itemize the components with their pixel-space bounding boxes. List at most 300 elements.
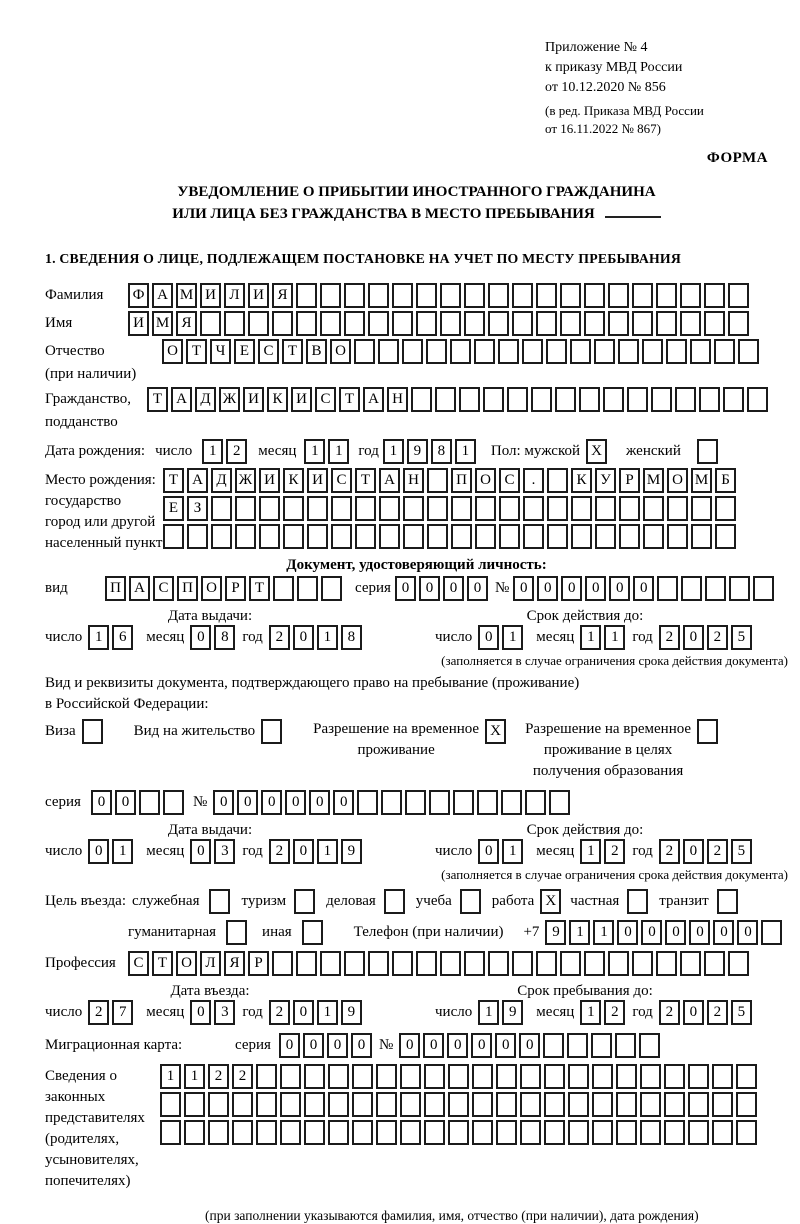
char-cell[interactable]: 0 — [419, 576, 440, 601]
char-cell[interactable]: 9 — [407, 439, 428, 464]
char-cell[interactable]: Ж — [235, 468, 256, 493]
char-cell[interactable]: 0 — [293, 625, 314, 650]
char-cell[interactable]: П — [105, 576, 126, 601]
char-cell[interactable] — [304, 1092, 325, 1117]
char-cell[interactable]: 0 — [585, 576, 606, 601]
char-cell[interactable]: И — [128, 311, 149, 336]
char-cell[interactable]: 2 — [604, 839, 625, 864]
char-cell[interactable] — [328, 1064, 349, 1089]
char-cell[interactable]: 0 — [641, 920, 662, 945]
char-cell[interactable] — [761, 920, 782, 945]
char-cell[interactable]: О — [667, 468, 688, 493]
char-cell[interactable]: 0 — [213, 790, 234, 815]
char-cell[interactable] — [592, 1064, 613, 1089]
char-cell[interactable] — [619, 524, 640, 549]
char-cell[interactable]: 5 — [731, 839, 752, 864]
char-cell[interactable] — [536, 951, 557, 976]
char-cell[interactable]: С — [499, 468, 520, 493]
char-cell[interactable] — [453, 790, 474, 815]
sex-male-checkbox[interactable]: X — [586, 439, 607, 464]
char-cell[interactable] — [328, 1092, 349, 1117]
char-cell[interactable] — [208, 1120, 229, 1145]
char-cell[interactable]: 0 — [351, 1033, 372, 1058]
char-cell[interactable] — [547, 524, 568, 549]
char-cell[interactable] — [400, 1092, 421, 1117]
char-cell[interactable]: 0 — [261, 790, 282, 815]
purpose-tourism-checkbox[interactable] — [294, 889, 315, 914]
char-cell[interactable] — [712, 1120, 733, 1145]
char-cell[interactable]: М — [643, 468, 664, 493]
char-cell[interactable]: У — [595, 468, 616, 493]
char-cell[interactable]: 0 — [633, 576, 654, 601]
char-cell[interactable]: 5 — [731, 1000, 752, 1025]
char-cell[interactable] — [680, 311, 701, 336]
char-cell[interactable] — [664, 1120, 685, 1145]
char-cell[interactable] — [160, 1120, 181, 1145]
char-cell[interactable]: П — [177, 576, 198, 601]
char-cell[interactable]: 0 — [285, 790, 306, 815]
char-cell[interactable]: 8 — [214, 625, 235, 650]
char-cell[interactable] — [632, 283, 653, 308]
char-cell[interactable]: 0 — [293, 839, 314, 864]
char-cell[interactable] — [627, 387, 648, 412]
char-cell[interactable]: С — [128, 951, 149, 976]
char-cell[interactable] — [560, 283, 581, 308]
char-cell[interactable]: 1 — [328, 439, 349, 464]
char-cell[interactable] — [608, 283, 629, 308]
char-cell[interactable] — [354, 339, 375, 364]
char-cell[interactable] — [472, 1092, 493, 1117]
char-cell[interactable] — [691, 496, 712, 521]
char-cell[interactable]: А — [379, 468, 400, 493]
char-cell[interactable] — [139, 790, 160, 815]
char-cell[interactable]: 0 — [115, 790, 136, 815]
char-cell[interactable]: Т — [355, 468, 376, 493]
char-cell[interactable] — [560, 311, 581, 336]
char-cell[interactable] — [459, 387, 480, 412]
char-cell[interactable] — [656, 951, 677, 976]
char-cell[interactable] — [472, 1064, 493, 1089]
char-cell[interactable] — [546, 339, 567, 364]
char-cell[interactable] — [699, 387, 720, 412]
char-cell[interactable] — [715, 496, 736, 521]
residence-permit-checkbox[interactable] — [261, 719, 282, 744]
char-cell[interactable] — [704, 283, 725, 308]
char-cell[interactable] — [616, 1092, 637, 1117]
char-cell[interactable]: Ч — [210, 339, 231, 364]
char-cell[interactable] — [512, 311, 533, 336]
char-cell[interactable]: 0 — [395, 576, 416, 601]
char-cell[interactable] — [328, 1120, 349, 1145]
char-cell[interactable] — [714, 339, 735, 364]
char-cell[interactable] — [296, 951, 317, 976]
char-cell[interactable] — [616, 1120, 637, 1145]
char-cell[interactable]: А — [363, 387, 384, 412]
char-cell[interactable]: С — [315, 387, 336, 412]
char-cell[interactable]: К — [283, 468, 304, 493]
char-cell[interactable]: 0 — [495, 1033, 516, 1058]
char-cell[interactable] — [568, 1064, 589, 1089]
char-cell[interactable] — [499, 524, 520, 549]
char-cell[interactable]: О — [162, 339, 183, 364]
char-cell[interactable] — [560, 951, 581, 976]
char-cell[interactable] — [283, 524, 304, 549]
char-cell[interactable] — [603, 387, 624, 412]
char-cell[interactable] — [640, 1120, 661, 1145]
char-cell[interactable]: 0 — [537, 576, 558, 601]
char-cell[interactable] — [592, 1092, 613, 1117]
char-cell[interactable]: 8 — [341, 625, 362, 650]
char-cell[interactable] — [381, 790, 402, 815]
char-cell[interactable]: 0 — [467, 576, 488, 601]
char-cell[interactable]: 9 — [545, 920, 566, 945]
char-cell[interactable] — [280, 1064, 301, 1089]
char-cell[interactable] — [571, 524, 592, 549]
char-cell[interactable] — [200, 311, 221, 336]
char-cell[interactable] — [259, 496, 280, 521]
char-cell[interactable] — [642, 339, 663, 364]
char-cell[interactable]: О — [475, 468, 496, 493]
char-cell[interactable] — [187, 524, 208, 549]
char-cell[interactable] — [568, 1120, 589, 1145]
char-cell[interactable] — [392, 283, 413, 308]
char-cell[interactable] — [690, 339, 711, 364]
char-cell[interactable] — [440, 311, 461, 336]
char-cell[interactable] — [728, 951, 749, 976]
char-cell[interactable]: 0 — [683, 839, 704, 864]
char-cell[interactable] — [307, 524, 328, 549]
char-cell[interactable]: 0 — [513, 576, 534, 601]
char-cell[interactable] — [427, 468, 448, 493]
char-cell[interactable]: Р — [619, 468, 640, 493]
char-cell[interactable] — [379, 524, 400, 549]
char-cell[interactable] — [232, 1092, 253, 1117]
char-cell[interactable] — [499, 496, 520, 521]
char-cell[interactable]: М — [691, 468, 712, 493]
char-cell[interactable] — [664, 1064, 685, 1089]
char-cell[interactable] — [618, 339, 639, 364]
char-cell[interactable] — [235, 524, 256, 549]
purpose-transit-checkbox[interactable] — [717, 889, 738, 914]
char-cell[interactable]: И — [291, 387, 312, 412]
char-cell[interactable]: И — [259, 468, 280, 493]
char-cell[interactable] — [632, 311, 653, 336]
char-cell[interactable]: И — [200, 283, 221, 308]
char-cell[interactable]: 1 — [317, 1000, 338, 1025]
char-cell[interactable]: Т — [152, 951, 173, 976]
char-cell[interactable]: 0 — [478, 625, 499, 650]
char-cell[interactable] — [595, 496, 616, 521]
char-cell[interactable] — [619, 496, 640, 521]
char-cell[interactable]: 0 — [713, 920, 734, 945]
char-cell[interactable] — [584, 283, 605, 308]
char-cell[interactable] — [705, 576, 726, 601]
visa-checkbox[interactable] — [82, 719, 103, 744]
char-cell[interactable] — [402, 339, 423, 364]
char-cell[interactable] — [688, 1120, 709, 1145]
char-cell[interactable]: 0 — [519, 1033, 540, 1058]
char-cell[interactable]: 0 — [683, 1000, 704, 1025]
char-cell[interactable] — [256, 1120, 277, 1145]
char-cell[interactable]: П — [451, 468, 472, 493]
char-cell[interactable]: 2 — [208, 1064, 229, 1089]
char-cell[interactable]: О — [176, 951, 197, 976]
char-cell[interactable]: А — [187, 468, 208, 493]
char-cell[interactable]: Н — [403, 468, 424, 493]
char-cell[interactable] — [664, 1092, 685, 1117]
char-cell[interactable] — [440, 951, 461, 976]
char-cell[interactable] — [507, 387, 528, 412]
char-cell[interactable] — [320, 951, 341, 976]
char-cell[interactable] — [753, 576, 774, 601]
char-cell[interactable] — [728, 311, 749, 336]
char-cell[interactable]: 3 — [214, 1000, 235, 1025]
char-cell[interactable] — [477, 790, 498, 815]
char-cell[interactable] — [488, 951, 509, 976]
char-cell[interactable] — [427, 496, 448, 521]
char-cell[interactable] — [688, 1064, 709, 1089]
purpose-other-checkbox[interactable] — [302, 920, 323, 945]
char-cell[interactable]: Я — [272, 283, 293, 308]
char-cell[interactable]: 2 — [659, 1000, 680, 1025]
char-cell[interactable]: 2 — [88, 1000, 109, 1025]
char-cell[interactable] — [344, 311, 365, 336]
char-cell[interactable]: С — [153, 576, 174, 601]
char-cell[interactable] — [344, 283, 365, 308]
char-cell[interactable] — [416, 283, 437, 308]
char-cell[interactable] — [429, 790, 450, 815]
char-cell[interactable] — [448, 1064, 469, 1089]
char-cell[interactable]: 2 — [659, 839, 680, 864]
char-cell[interactable] — [376, 1064, 397, 1089]
char-cell[interactable] — [632, 951, 653, 976]
char-cell[interactable] — [639, 1033, 660, 1058]
char-cell[interactable] — [344, 951, 365, 976]
char-cell[interactable]: 1 — [502, 625, 523, 650]
char-cell[interactable] — [520, 1120, 541, 1145]
char-cell[interactable]: 0 — [279, 1033, 300, 1058]
char-cell[interactable] — [483, 387, 504, 412]
char-cell[interactable] — [680, 283, 701, 308]
char-cell[interactable] — [571, 496, 592, 521]
char-cell[interactable]: 1 — [88, 625, 109, 650]
char-cell[interactable] — [259, 524, 280, 549]
char-cell[interactable] — [657, 576, 678, 601]
purpose-official-checkbox[interactable] — [209, 889, 230, 914]
char-cell[interactable] — [747, 387, 768, 412]
char-cell[interactable] — [666, 339, 687, 364]
char-cell[interactable] — [211, 496, 232, 521]
char-cell[interactable]: А — [152, 283, 173, 308]
char-cell[interactable] — [608, 951, 629, 976]
char-cell[interactable] — [211, 524, 232, 549]
char-cell[interactable] — [723, 387, 744, 412]
char-cell[interactable]: 0 — [689, 920, 710, 945]
char-cell[interactable]: К — [267, 387, 288, 412]
char-cell[interactable] — [451, 496, 472, 521]
char-cell[interactable] — [536, 311, 557, 336]
char-cell[interactable] — [656, 283, 677, 308]
char-cell[interactable]: 7 — [112, 1000, 133, 1025]
char-cell[interactable] — [163, 524, 184, 549]
char-cell[interactable] — [643, 496, 664, 521]
char-cell[interactable]: Ф — [128, 283, 149, 308]
char-cell[interactable]: 1 — [580, 839, 601, 864]
char-cell[interactable] — [376, 1120, 397, 1145]
char-cell[interactable] — [570, 339, 591, 364]
char-cell[interactable]: 2 — [269, 625, 290, 650]
char-cell[interactable] — [523, 524, 544, 549]
char-cell[interactable] — [729, 576, 750, 601]
char-cell[interactable]: 0 — [303, 1033, 324, 1058]
char-cell[interactable] — [464, 951, 485, 976]
char-cell[interactable]: 0 — [399, 1033, 420, 1058]
char-cell[interactable] — [321, 576, 342, 601]
char-cell[interactable]: 0 — [443, 576, 464, 601]
char-cell[interactable] — [640, 1064, 661, 1089]
char-cell[interactable]: 2 — [269, 839, 290, 864]
char-cell[interactable]: М — [176, 283, 197, 308]
char-cell[interactable]: 0 — [190, 1000, 211, 1025]
char-cell[interactable]: 1 — [502, 839, 523, 864]
char-cell[interactable] — [536, 283, 557, 308]
purpose-business-checkbox[interactable] — [384, 889, 405, 914]
char-cell[interactable] — [256, 1092, 277, 1117]
char-cell[interactable] — [656, 311, 677, 336]
char-cell[interactable] — [368, 951, 389, 976]
char-cell[interactable] — [464, 283, 485, 308]
char-cell[interactable] — [555, 387, 576, 412]
char-cell[interactable] — [451, 524, 472, 549]
char-cell[interactable] — [184, 1092, 205, 1117]
char-cell[interactable]: 2 — [604, 1000, 625, 1025]
char-cell[interactable]: Б — [715, 468, 736, 493]
char-cell[interactable]: 0 — [327, 1033, 348, 1058]
char-cell[interactable] — [355, 496, 376, 521]
char-cell[interactable]: 2 — [659, 625, 680, 650]
char-cell[interactable] — [392, 951, 413, 976]
char-cell[interactable]: 1 — [580, 1000, 601, 1025]
char-cell[interactable] — [520, 1092, 541, 1117]
char-cell[interactable]: 0 — [561, 576, 582, 601]
char-cell[interactable] — [357, 790, 378, 815]
char-cell[interactable]: 0 — [617, 920, 638, 945]
char-cell[interactable] — [379, 496, 400, 521]
char-cell[interactable] — [450, 339, 471, 364]
char-cell[interactable] — [273, 576, 294, 601]
char-cell[interactable] — [525, 790, 546, 815]
char-cell[interactable]: 1 — [112, 839, 133, 864]
char-cell[interactable] — [681, 576, 702, 601]
char-cell[interactable]: Т — [163, 468, 184, 493]
char-cell[interactable]: 0 — [333, 790, 354, 815]
char-cell[interactable]: 1 — [569, 920, 590, 945]
char-cell[interactable] — [488, 311, 509, 336]
char-cell[interactable] — [256, 1064, 277, 1089]
char-cell[interactable]: Т — [339, 387, 360, 412]
char-cell[interactable]: С — [331, 468, 352, 493]
char-cell[interactable]: А — [171, 387, 192, 412]
char-cell[interactable] — [523, 496, 544, 521]
char-cell[interactable]: 5 — [731, 625, 752, 650]
char-cell[interactable] — [376, 1092, 397, 1117]
char-cell[interactable]: Т — [186, 339, 207, 364]
char-cell[interactable] — [368, 283, 389, 308]
char-cell[interactable] — [224, 311, 245, 336]
char-cell[interactable] — [184, 1120, 205, 1145]
char-cell[interactable] — [592, 1120, 613, 1145]
char-cell[interactable] — [667, 496, 688, 521]
char-cell[interactable] — [403, 524, 424, 549]
char-cell[interactable] — [320, 283, 341, 308]
char-cell[interactable]: Т — [147, 387, 168, 412]
char-cell[interactable] — [160, 1092, 181, 1117]
char-cell[interactable] — [232, 1120, 253, 1145]
char-cell[interactable]: 8 — [431, 439, 452, 464]
char-cell[interactable]: З — [187, 496, 208, 521]
char-cell[interactable]: Я — [224, 951, 245, 976]
char-cell[interactable] — [584, 951, 605, 976]
char-cell[interactable] — [378, 339, 399, 364]
char-cell[interactable] — [616, 1064, 637, 1089]
char-cell[interactable] — [440, 283, 461, 308]
char-cell[interactable] — [283, 496, 304, 521]
char-cell[interactable]: Н — [387, 387, 408, 412]
char-cell[interactable]: 0 — [471, 1033, 492, 1058]
char-cell[interactable]: 2 — [707, 1000, 728, 1025]
char-cell[interactable] — [738, 339, 759, 364]
char-cell[interactable] — [411, 387, 432, 412]
char-cell[interactable] — [680, 951, 701, 976]
char-cell[interactable]: Е — [234, 339, 255, 364]
char-cell[interactable] — [595, 524, 616, 549]
char-cell[interactable]: Я — [176, 311, 197, 336]
char-cell[interactable]: О — [330, 339, 351, 364]
char-cell[interactable] — [475, 496, 496, 521]
char-cell[interactable] — [280, 1120, 301, 1145]
char-cell[interactable] — [496, 1064, 517, 1089]
char-cell[interactable] — [640, 1092, 661, 1117]
char-cell[interactable] — [296, 311, 317, 336]
char-cell[interactable] — [615, 1033, 636, 1058]
char-cell[interactable]: Л — [200, 951, 221, 976]
char-cell[interactable] — [579, 387, 600, 412]
char-cell[interactable] — [512, 951, 533, 976]
char-cell[interactable] — [667, 524, 688, 549]
char-cell[interactable] — [427, 524, 448, 549]
char-cell[interactable] — [675, 387, 696, 412]
char-cell[interactable] — [544, 1092, 565, 1117]
char-cell[interactable] — [416, 311, 437, 336]
char-cell[interactable]: 2 — [707, 625, 728, 650]
char-cell[interactable] — [163, 790, 184, 815]
char-cell[interactable]: 1 — [478, 1000, 499, 1025]
char-cell[interactable]: 0 — [91, 790, 112, 815]
char-cell[interactable] — [488, 283, 509, 308]
purpose-study-checkbox[interactable] — [460, 889, 481, 914]
char-cell[interactable]: 2 — [232, 1064, 253, 1089]
char-cell[interactable]: Т — [249, 576, 270, 601]
char-cell[interactable] — [272, 951, 293, 976]
char-cell[interactable] — [400, 1064, 421, 1089]
char-cell[interactable] — [208, 1092, 229, 1117]
char-cell[interactable] — [531, 387, 552, 412]
char-cell[interactable]: Е — [163, 496, 184, 521]
char-cell[interactable]: А — [129, 576, 150, 601]
char-cell[interactable]: 2 — [269, 1000, 290, 1025]
char-cell[interactable] — [448, 1092, 469, 1117]
char-cell[interactable]: 0 — [190, 839, 211, 864]
